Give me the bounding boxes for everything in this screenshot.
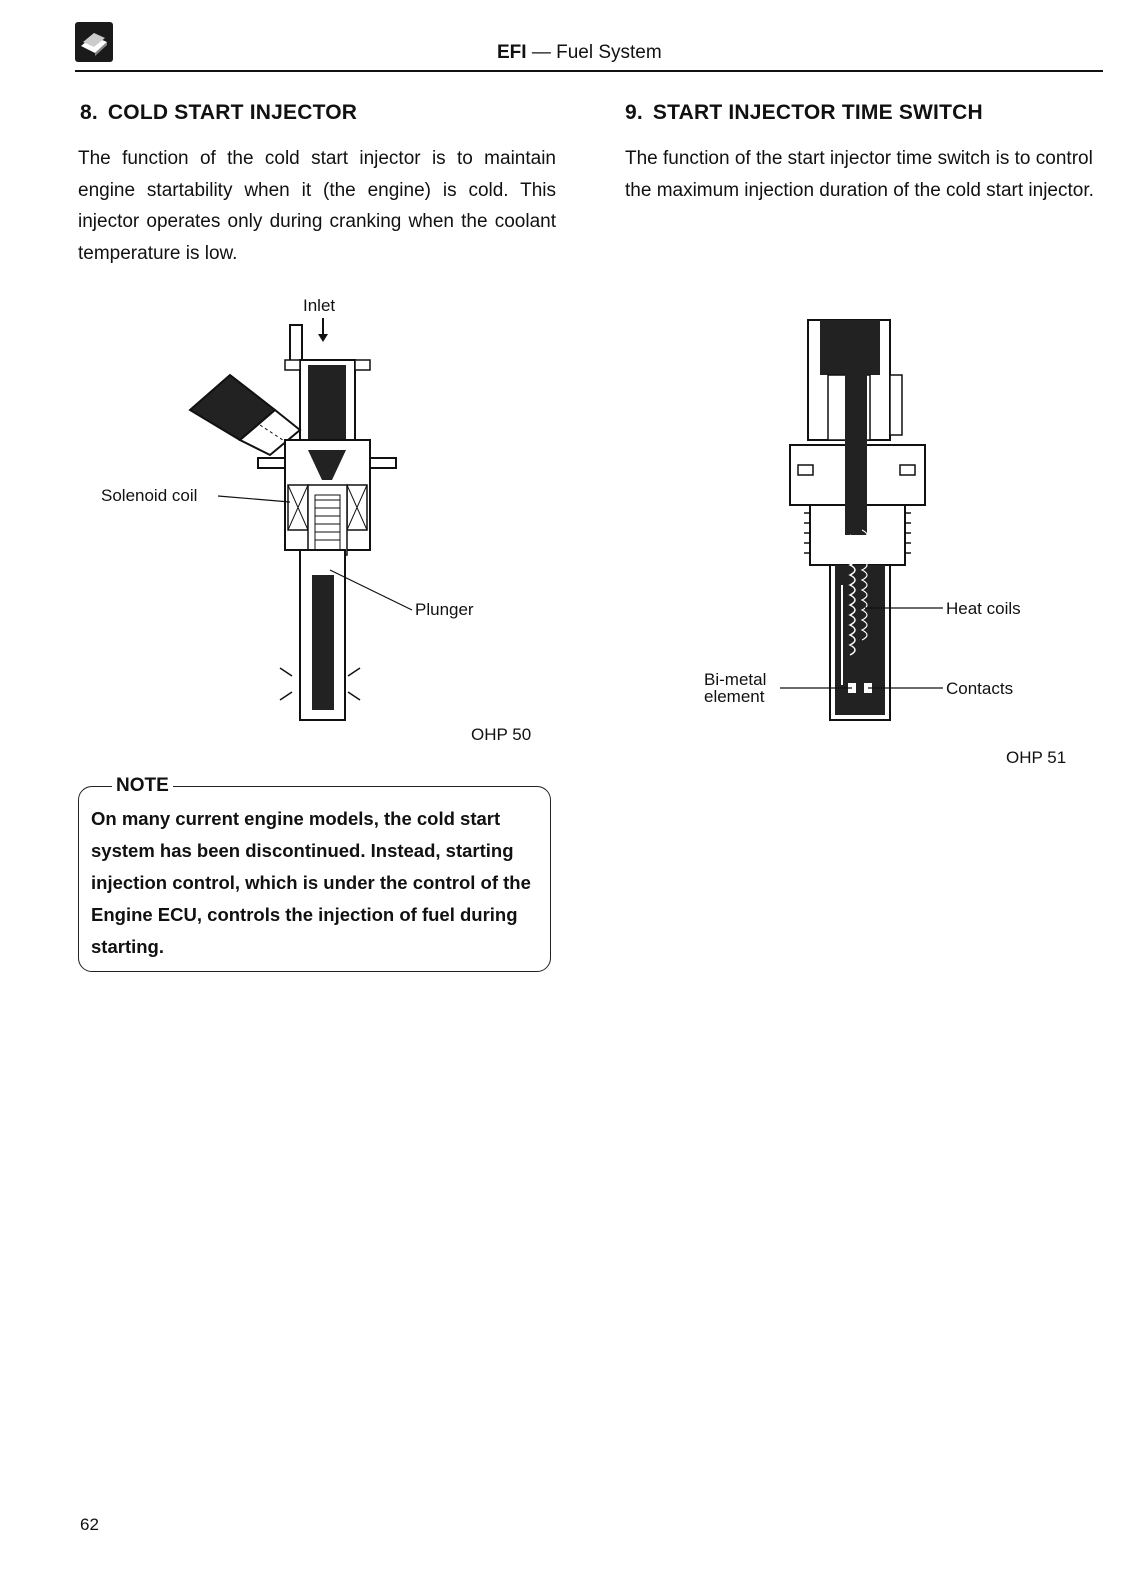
note-label: NOTE (112, 775, 173, 797)
label-inlet: Inlet (303, 296, 336, 315)
label-bimetal-element: Bi-metal element (704, 670, 767, 706)
cold-start-injector-diagram (180, 290, 510, 740)
section-9-body: The function of the start injector time switch is to control the maximum injection duration of the cold start injector. (625, 148, 1094, 201)
label-contacts: Contacts (946, 679, 1014, 698)
figure-ref-ohp-51: OHP 51 (1006, 748, 1067, 767)
label-solenoid-coil: Solenoid coil (101, 486, 198, 505)
label-plunger: Plunger (415, 600, 474, 619)
header-divider (75, 70, 1103, 72)
page-number: 62 (80, 1515, 99, 1534)
section-8-title: 8. COLD START INJECTOR (80, 101, 358, 124)
section-9-title: 9. START INJECTOR TIME SWITCH (625, 101, 983, 124)
label-heat-coils: Heat coils (946, 599, 1021, 618)
figure-ref-ohp-50: OHP 50 (471, 725, 532, 744)
time-switch-diagram (780, 315, 1050, 725)
note-text: On many current engine models, the cold start system has been discontinued. Instead, starting injection control, which is under the control of the Engine ECU, controls the injection of fuel during starting. (91, 808, 531, 957)
book-icon (75, 22, 113, 62)
page-header-title: EFI — Fuel System (497, 42, 662, 63)
section-8-body: The function of the cold start injector is to maintain engine startability when it (the engine) is cold. This injector operates only during cranking when the coolant temperature is low. (78, 148, 556, 264)
